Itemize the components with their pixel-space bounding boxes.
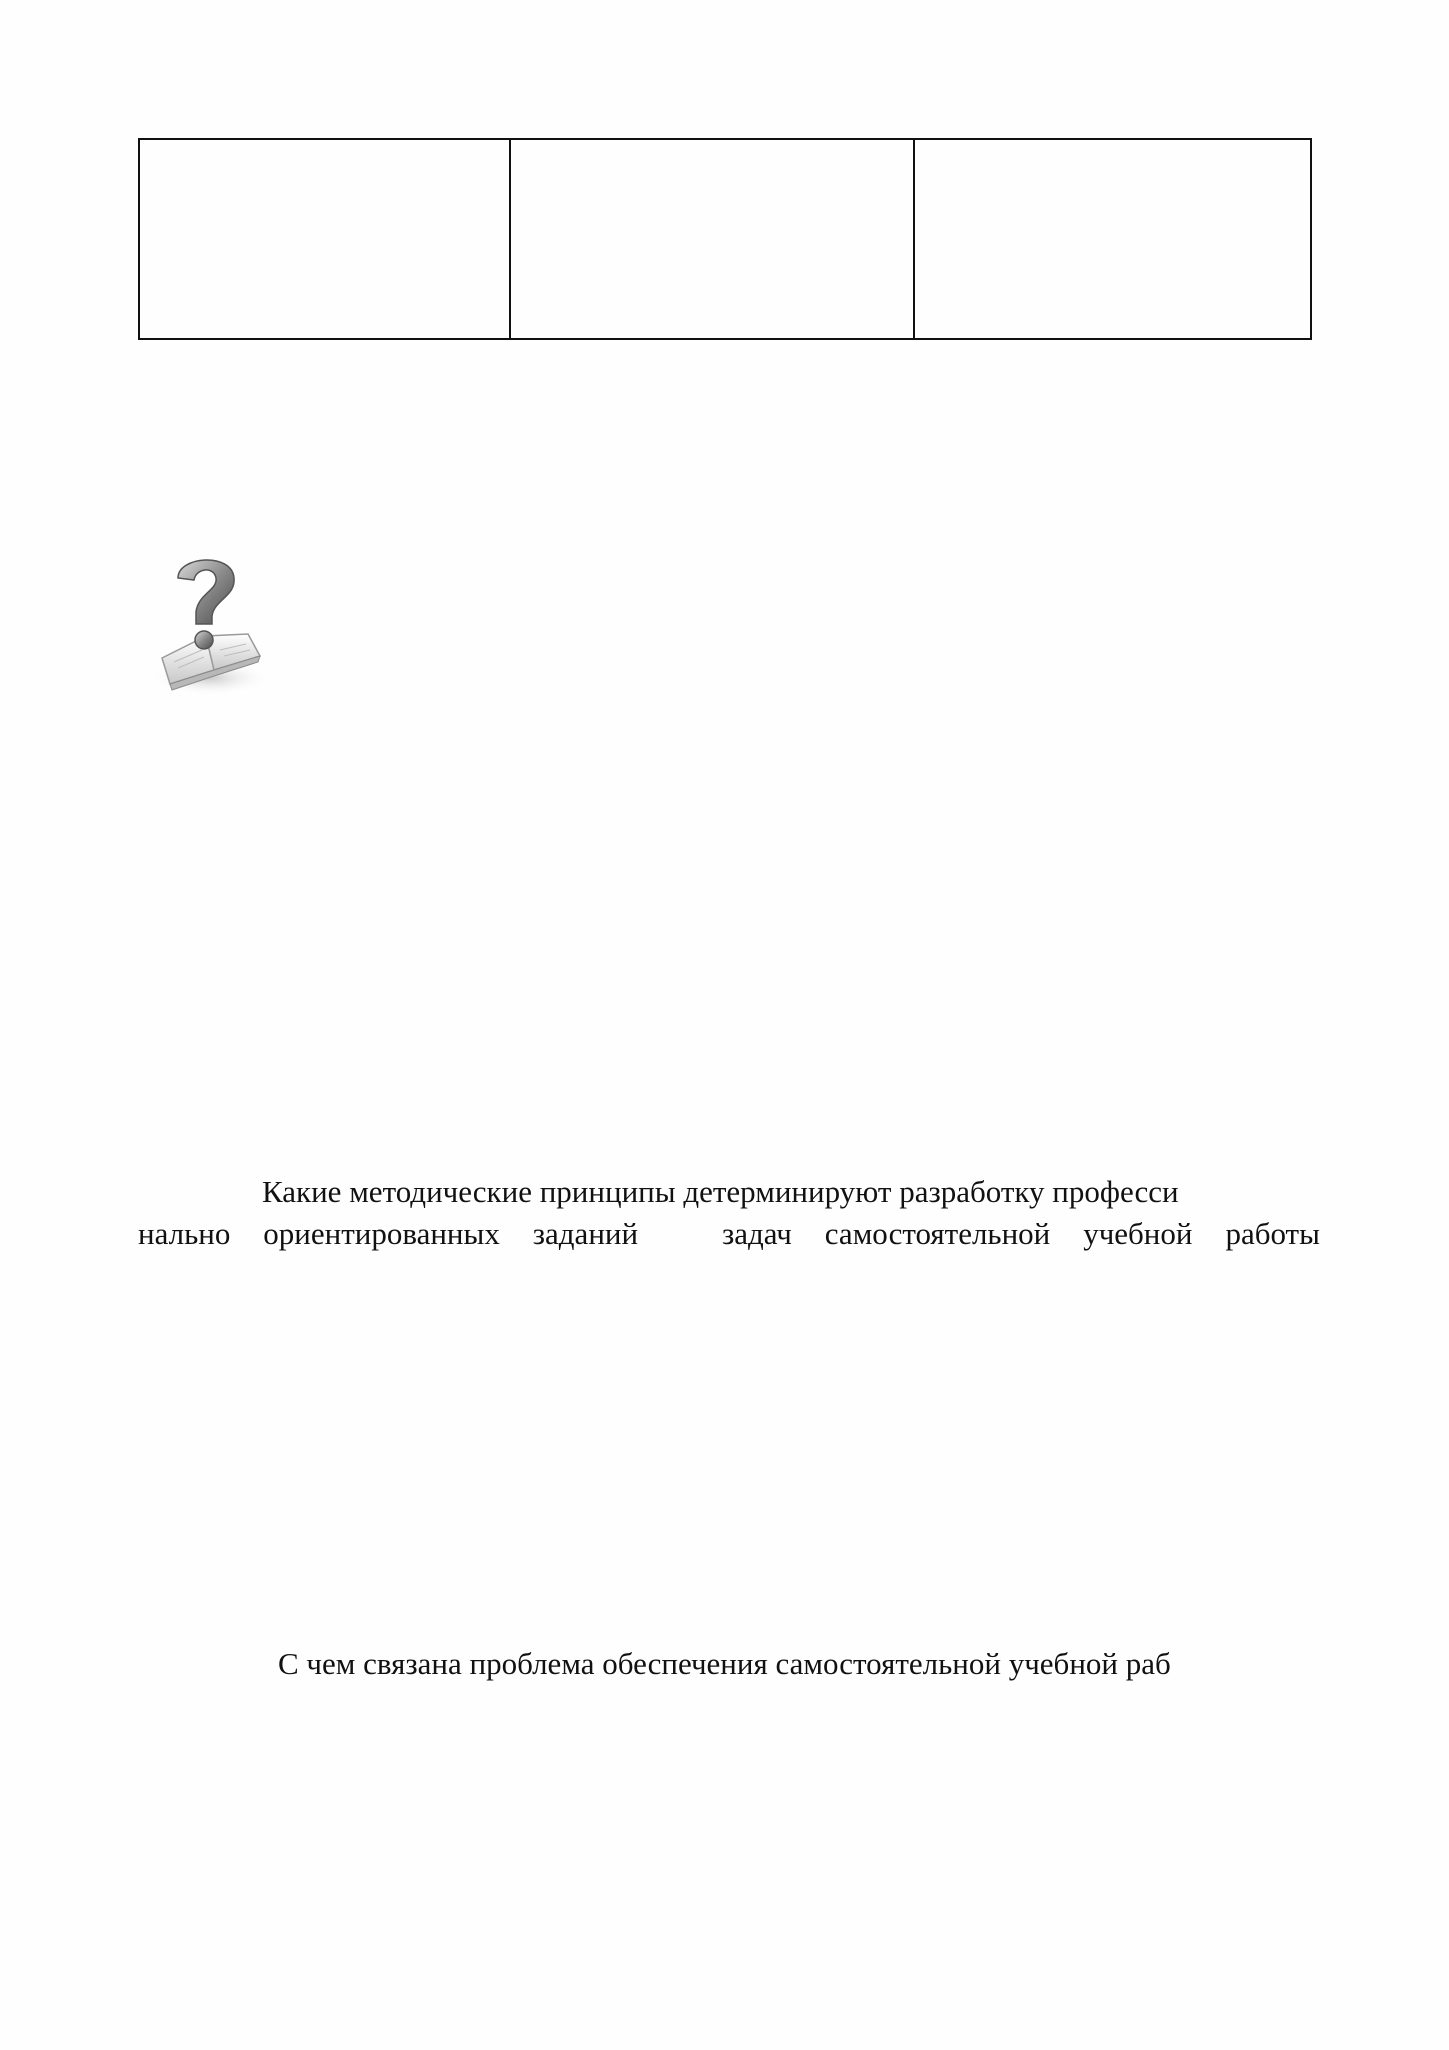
word-gap	[671, 1214, 689, 1254]
word: учебной	[1083, 1216, 1193, 1251]
word: заданий	[532, 1216, 639, 1251]
word: задач	[721, 1216, 792, 1251]
question-2-line-1: С чем связана проблема обеспечения самостоятельной учебной раб	[278, 1646, 1171, 1681]
table-cell	[139, 139, 510, 339]
word: ориентированных	[263, 1216, 500, 1251]
word: нально	[138, 1216, 231, 1251]
question-1-line-2	[138, 1214, 1320, 1254]
word: самостоятельной	[824, 1216, 1051, 1251]
table-cell	[914, 139, 1311, 339]
question-book-icon	[148, 550, 288, 700]
table-row	[139, 139, 1311, 339]
empty-table	[138, 138, 1312, 340]
table-cell	[510, 139, 914, 339]
word: работы	[1225, 1216, 1320, 1251]
question-1-line-1: Какие методические принципы детерминируют разработку професси	[262, 1174, 1179, 1209]
